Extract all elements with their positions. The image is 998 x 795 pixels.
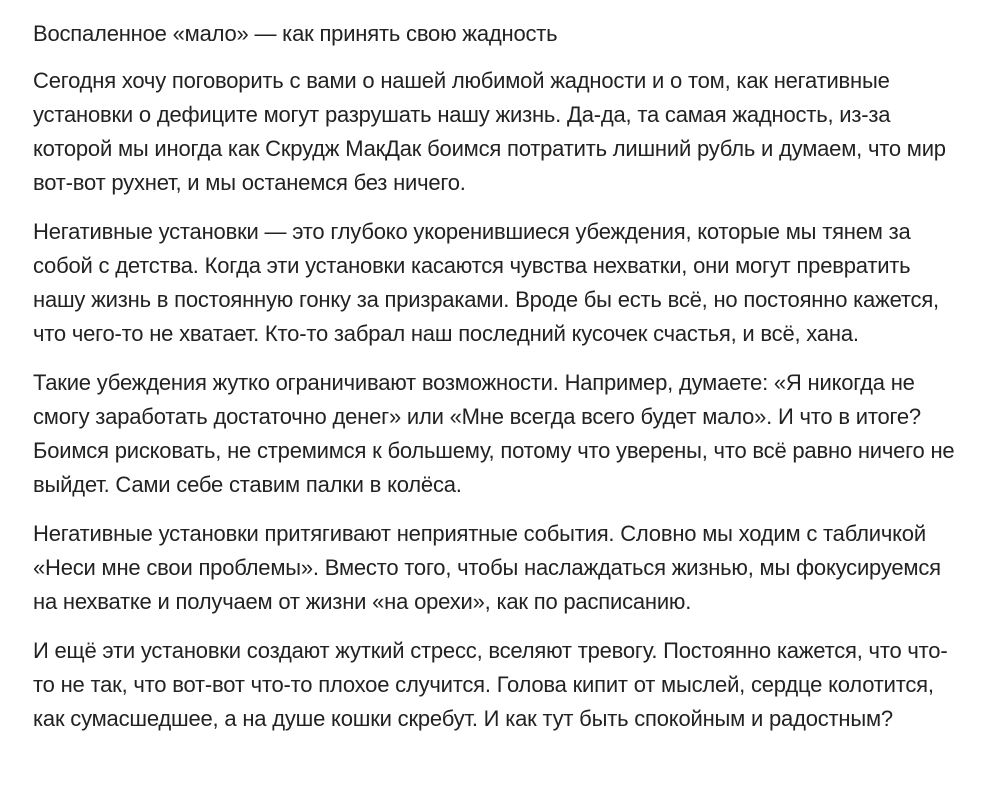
article-paragraph: Негативные установки притягивают неприятные события. Словно мы ходим с табличкой «Неси мне свои проблемы». Вместо того, чтобы наслаждаться жизнью, мы фокусируемся на нехватке и получаем от жизни «на орехи», как по расписанию. [33, 521, 941, 614]
article-title: Воспаленное «мало» — как принять свою жадность [33, 21, 558, 46]
article-paragraph: Сегодня хочу поговорить с вами о нашей любимой жадности и о том, как негативные установки о дефиците могут разрушать нашу жизнь. Да-да, та самая жадность, из-за которой мы иногда как Скрудж МакДак боимся потратить лишний рубль и думаем, что мир вот-вот рухнет, и мы останемся без ничего. [33, 68, 946, 195]
article [33, 0, 963, 736]
article-paragraph: И ещё эти установки создают жуткий стресс, вселяют тревогу. Постоянно кажется, что что-то не так, что вот-вот что-то плохое случится. Голова кипит от мыслей, сердце колотится, как сумасшедшее, а на душе кошки скребут. И как тут быть спокойным и радостным? [33, 638, 948, 731]
article-paragraph: Негативные установки — это глубоко укоренившиеся убеждения, которые мы тянем за собой с детства. Когда эти установки касаются чувства нехватки, они могут превратить нашу жизнь в постоянную гонку за призраками. Вроде бы есть всё, но постоянно кажется, что чего-то не хватает. Кто-то забрал наш последний кусочек счастья, и всё, хана. [33, 219, 939, 346]
article-paragraph: Такие убеждения жутко ограничивают возможности. Например, думаете: «Я никогда не смогу заработать достаточно денег» или «Мне всегда всего будет мало». И что в итоге? Боимся рисковать, не стремимся к большему, потому что уверены, что всё равно ничего не выйдет. Сами себе ставим палки в колёса. [33, 370, 955, 497]
